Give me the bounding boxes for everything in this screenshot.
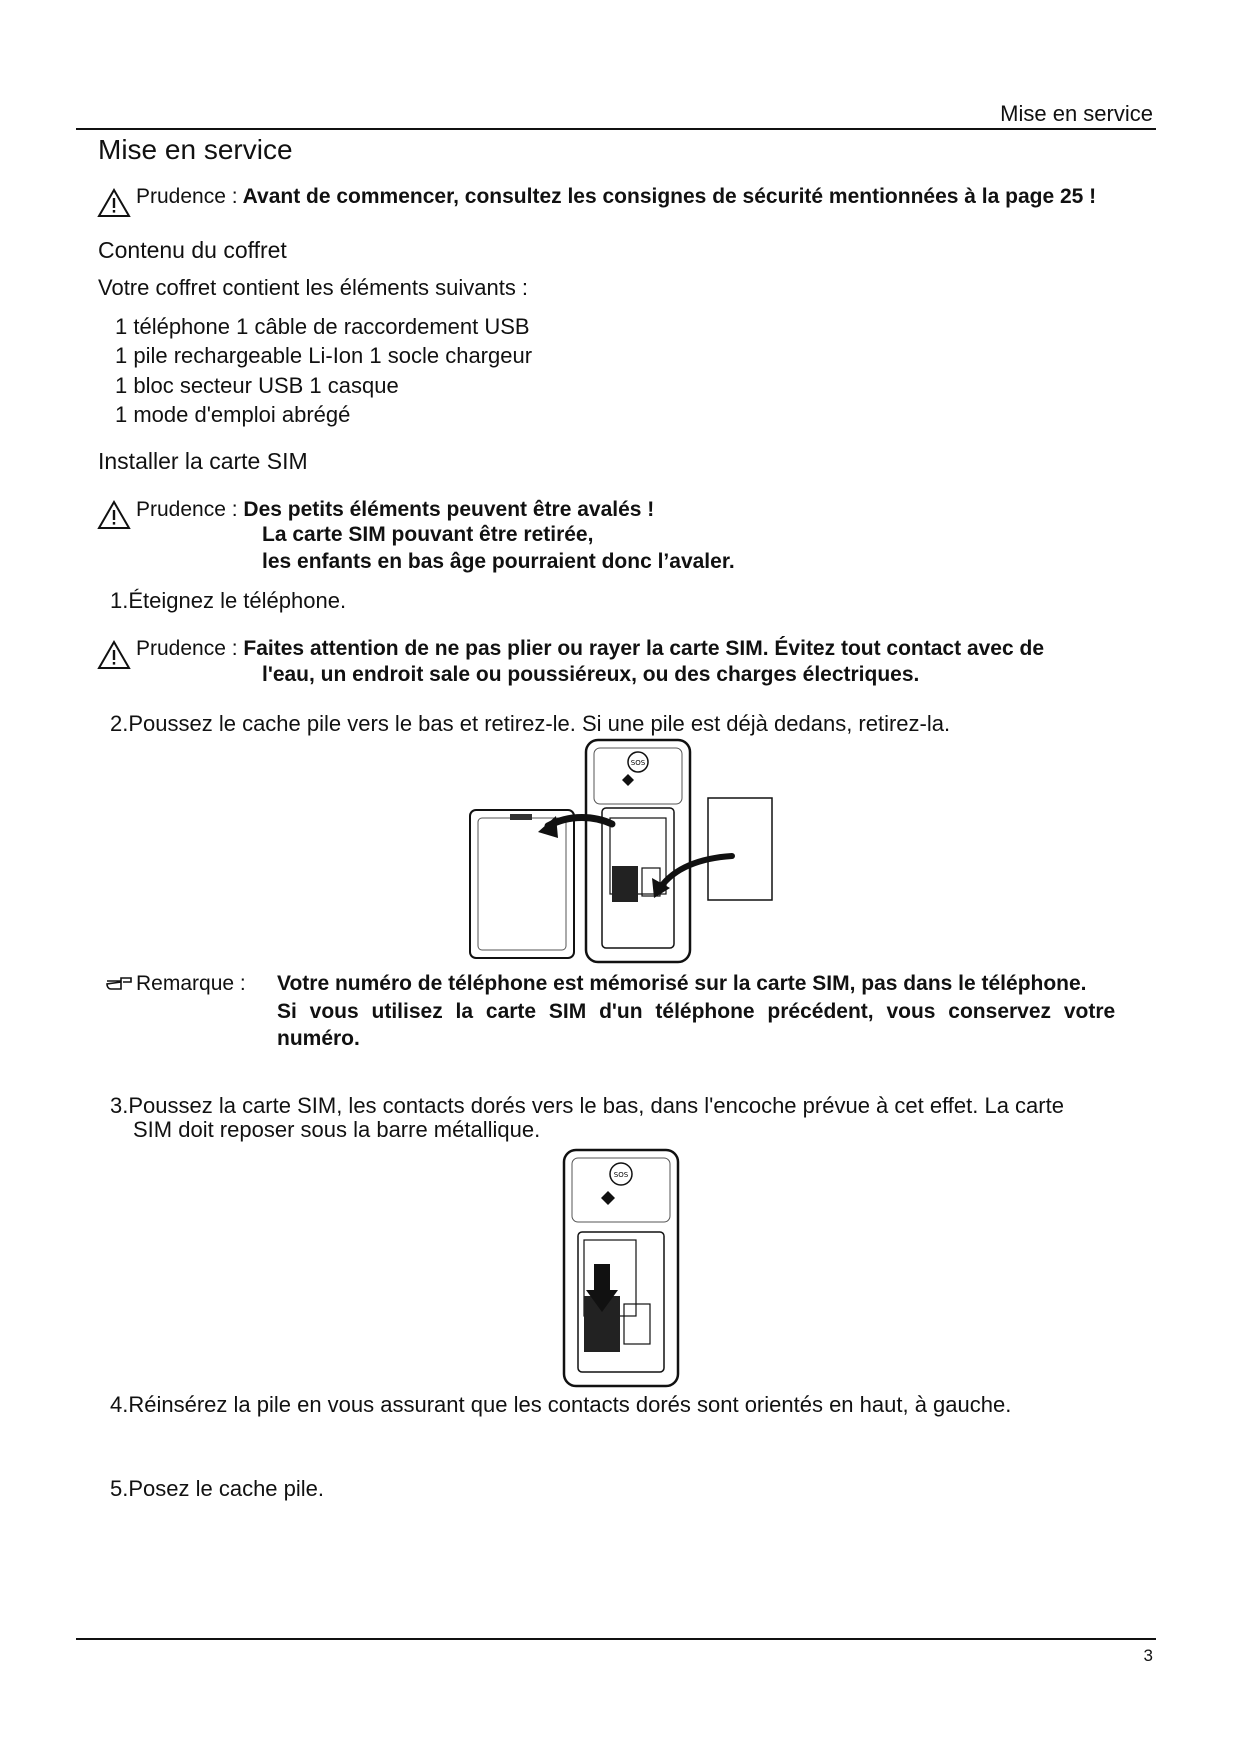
note-line: Votre numéro de téléphone est mémorisé sur la carte SIM, pas dans le téléphone. — [277, 972, 1087, 995]
list-item: 1 téléphone 1 câble de raccordement USB — [115, 314, 530, 339]
caution-label: Prudence : — [136, 185, 238, 208]
page-number: 3 — [1143, 1646, 1153, 1665]
caution-line: les enfants en bas âge pourraient donc l’avaler. — [262, 550, 735, 573]
list-item: 1 mode d'emploi abrégé — [115, 402, 351, 427]
caution-top — [136, 185, 1096, 209]
caution-label: Prudence : — [136, 637, 238, 660]
caution-line: l'eau, un endroit sale ou poussiéreux, ou des charges électriques. — [262, 663, 920, 686]
step-3-continued: SIM doit reposer sous la barre métallique. — [133, 1117, 541, 1142]
caution-line: Faites attention de ne pas plier ou rayer la carte SIM. Évitez tout contact avec de — [243, 637, 1044, 660]
figure-insert-sim — [560, 1148, 682, 1388]
list-item: 1 pile rechargeable Li-Ion 1 socle chargeur — [115, 343, 533, 368]
section-heading-contents: Contenu du coffret — [98, 237, 287, 263]
warning-triangle-icon — [97, 640, 131, 670]
sos-label: SOS — [630, 759, 646, 767]
note-line: Si vous utilisez la carte SIM d'un téléphone précédent, vous conservez votre — [277, 1000, 1116, 1023]
caution-swallow — [136, 498, 654, 522]
warning-triangle-icon — [97, 188, 131, 218]
sos-label: SOS — [613, 1171, 629, 1179]
step-3: 3.Poussez la carte SIM, les contacts dorés vers le bas, dans l'encoche prévue à cet effet. La carte — [110, 1093, 1064, 1118]
step-5: 5.Posez le cache pile. — [110, 1476, 325, 1501]
contents-intro: Votre coffret contient les éléments suivants : — [98, 275, 529, 300]
note-label: Remarque : — [136, 972, 246, 995]
step-2: 2.Poussez le cache pile vers le bas et retirez-le. Si une pile est déjà dedans, retirez-la. — [110, 711, 951, 736]
step-4: 4.Réinsérez la pile en vous assurant que les contacts dorés sont orientés en haut, à gauche. — [110, 1392, 1012, 1417]
caution-handling — [136, 637, 1044, 661]
page-title: Mise en service — [98, 134, 293, 165]
caution-text: Avant de commencer, consultez les consignes de sécurité mentionnées à la page 25 ! — [242, 185, 1097, 208]
caution-line: La carte SIM pouvant être retirée, — [262, 523, 594, 546]
section-heading-sim: Installer la carte SIM — [98, 448, 308, 474]
footer-rule — [76, 1638, 1156, 1640]
pointing-hand-icon — [105, 974, 133, 992]
list-item: 1 bloc secteur USB 1 casque — [115, 373, 399, 398]
warning-triangle-icon — [97, 500, 131, 530]
caution-label: Prudence : — [136, 498, 238, 521]
step-1: 1.Éteignez le téléphone. — [110, 588, 347, 613]
caution-line: Des petits éléments peuvent être avalés ! — [243, 498, 655, 521]
note-line: numéro. — [277, 1027, 360, 1050]
header-rule — [76, 128, 1156, 130]
running-header: Mise en service — [1000, 101, 1153, 126]
figure-remove-cover — [460, 738, 790, 970]
